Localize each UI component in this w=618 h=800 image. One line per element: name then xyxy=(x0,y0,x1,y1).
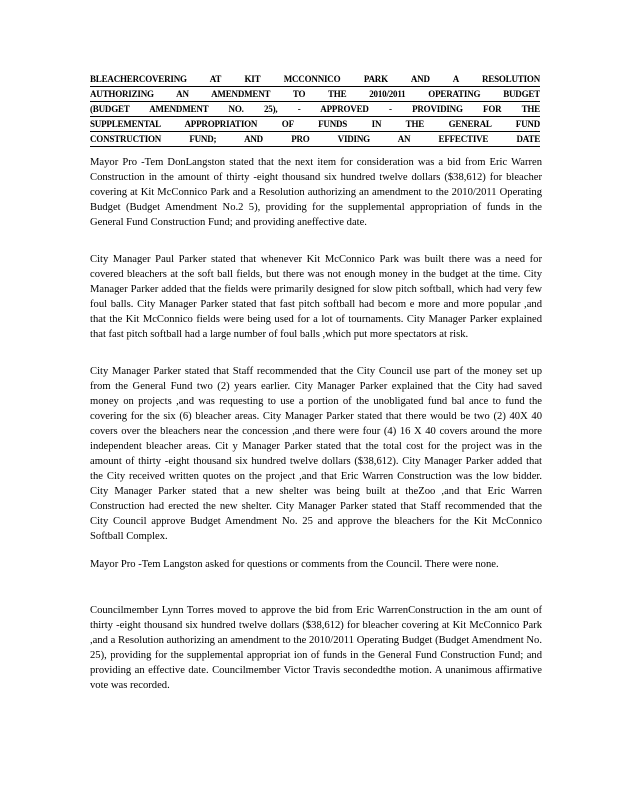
paragraph-motion: Councilmember Lynn Torres moved to approve the bid from Eric WarrenConstruction in the am ount of thirty -eight thousand six hundred twelve dollars ($38,612) for bleacher covering at Kit McConnico Park ,and a Resolution authorizing an amendment to the 2010/2011 Operating Budget (Budget Amendment No. 25), providing for the supplemental appropriat ion of funds in the General Fund Construction Fund; and providing an effective date. Councilmember Victor Travis secondedthe motion. A unanimous affirmative vote was recorded. xyxy=(90,605,542,691)
heading-line: CONSTRUCTION FUND; AND PRO VIDING AN EFFECTIVE DATE xyxy=(90,132,540,147)
paragraph-city-manager-background: City Manager Paul Parker stated that whenever Kit McConnico Park was built there was a need for covered bleachers at the soft ball fields, but there was not enough money in the budget at the time. City Manager Parker added that the fields were primarily designed for slow pitch softball, which had very few foul balls. City Manager Parker stated that fast pitch softball had becom e more and more popular ,and that the Kit McConnico fields were being used for a lot of tournaments. City Manager Parker explained that fast pitch softball had a large number of foul balls ,which put more spectators at risk. xyxy=(90,254,542,340)
heading-line: SUPPLEMENTAL APPROPRIATION OF FUNDS IN THE GENERAL FUND xyxy=(90,117,540,132)
paragraph-questions: Mayor Pro -Tem Langston asked for questions or comments from the Council. There were none. xyxy=(90,559,499,570)
heading-line: (BUDGET AMENDMENT NO. 25), - APPROVED - PROVIDING FOR THE xyxy=(90,102,540,117)
heading-line: AUTHORIZING AN AMENDMENT TO THE 2010/2011 OPERATING BUDGET xyxy=(90,87,540,102)
paragraph-introduction: Mayor Pro -Tem DonLangston stated that the next item for consideration was a bid from Eric Warren Construction in the amount of thirty -eight thousand six hundred twelve dollars ($38,612) for bleacher covering at Kit McConnico Park and a Resolution authorizing an amendment to the 2010/2011 Operating Budget (Budget Amendment No.2 5), providing for the supplemental appropriation of funds in the General Fund Construction Fund; and providing aneffective date. xyxy=(90,157,542,228)
paragraph-staff-recommendation: City Manager Parker stated that Staff recommended that the City Council use part of the money set up from the General Fund two (2) years earlier. City Manager Parker explained that the City had saved money on projects ,and was requesting to use a portion of the unobligated fund bal ance to fund the covering for the six (6) bleacher areas. City Manager Parker stated that there would be two (2) 40X 40 covers over the bleachers near the concession ,and there were four (4) 16 X 40 covers around the more independent bleacher areas. Cit y Manager Parker stated that the total cost for the project was in the amount of thirty -eight thousand six hundred twelve dollars ($38,612). City Manager Parker added that the City received written quotes on the project ,and that Eric Warren Construction was the low bidder. City Manager Parker stated that a new shelter was being built at theZoo ,and that Eric Warren Construction had erected the new shelter. City Manager Parker stated that Staff recommended that the City Council approve Budget Amendment No. 25 and approve the bleachers for the Kit McConnico Softball Complex. xyxy=(90,366,542,542)
heading-line: BLEACHERCOVERING AT KIT MCCONNICO PARK AND A RESOLUTION xyxy=(90,72,540,87)
agenda-item-heading xyxy=(90,72,540,147)
